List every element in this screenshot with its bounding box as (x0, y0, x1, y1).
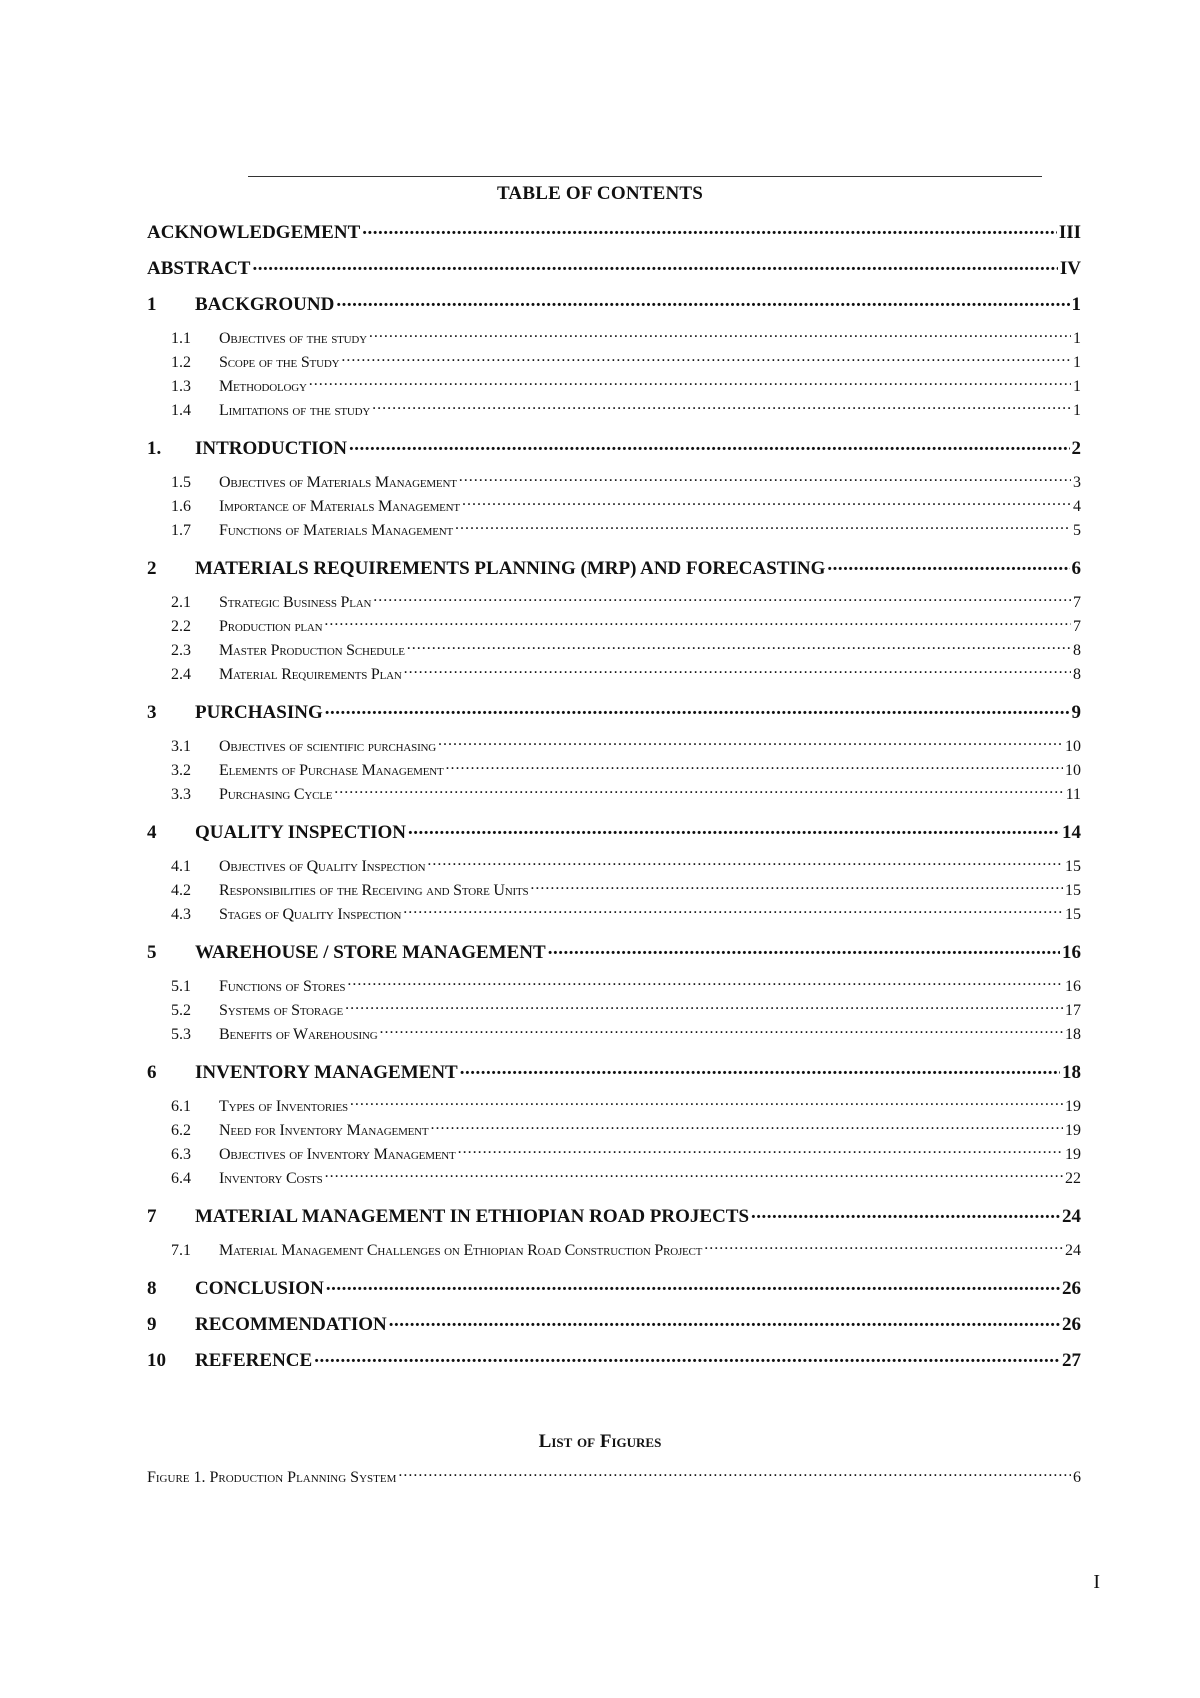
toc-entry-page: 14 (1062, 822, 1081, 843)
dot-leader (252, 255, 1057, 274)
toc-entry-page: 1 (1073, 378, 1081, 395)
header-rule (248, 176, 1042, 177)
toc-entry-label: Types of Inventories (219, 1098, 348, 1115)
toc-entry-number: 2 (147, 558, 157, 579)
toc-entry-page: 18 (1062, 1062, 1081, 1083)
toc-section-entry[interactable] (147, 699, 1081, 724)
toc-entry-label: INVENTORY MANAGEMENT (195, 1062, 458, 1083)
toc-entry-number: 6.1 (171, 1098, 191, 1115)
dot-leader (372, 399, 1071, 415)
toc-entry-label: BACKGROUND (195, 294, 335, 315)
dot-leader (314, 1347, 1060, 1366)
toc-section-entry[interactable] (147, 435, 1081, 460)
toc-section-entry[interactable] (147, 819, 1081, 844)
toc-entry-label: Objectives of Materials Management (219, 474, 457, 491)
toc-entry-label: ACKNOWLEDGEMENT (147, 222, 361, 243)
toc-entry-number: 1.5 (171, 474, 191, 491)
toc-entry-number: 6.4 (171, 1170, 191, 1187)
toc-entry-page: 9 (1071, 702, 1081, 723)
toc-section-entry[interactable] (147, 255, 1081, 280)
toc-entry-label: QUALITY INSPECTION (195, 822, 406, 843)
dot-leader (347, 975, 1063, 991)
toc-subsection-entry[interactable] (147, 855, 1081, 879)
toc-title: TABLE OF CONTENTS (496, 183, 704, 204)
toc-subsection-entry[interactable] (147, 351, 1081, 375)
toc-entry-label: Production plan (219, 618, 323, 635)
toc-entry-label: INTRODUCTION (195, 438, 348, 459)
dot-leader (369, 327, 1071, 343)
toc-entry-label: Stages of Quality Inspection (219, 906, 402, 923)
toc-section-entry[interactable] (147, 1275, 1081, 1300)
dot-leader (334, 783, 1063, 799)
toc-subsection-entry[interactable] (147, 903, 1081, 927)
list-of-figures-title: List of Figures (538, 1431, 662, 1452)
toc-entry-page: 24 (1062, 1206, 1081, 1227)
toc-entry-number: 4.2 (171, 882, 191, 899)
toc-subsection-entry[interactable] (147, 615, 1081, 639)
toc-subsection-entry[interactable] (147, 783, 1081, 807)
toc-subsection-entry[interactable] (147, 519, 1081, 543)
dot-leader (379, 1023, 1063, 1039)
toc-entry-label: ABSTRACT (147, 258, 251, 279)
toc-entry-number: 8 (147, 1278, 157, 1299)
toc-entry-page: 3 (1073, 474, 1081, 491)
toc-subsection-entry[interactable] (147, 1167, 1081, 1191)
toc-entry-number: 7.1 (171, 1242, 191, 1259)
toc-entry-number: 4.3 (171, 906, 191, 923)
toc-entry-page: 22 (1065, 1170, 1081, 1187)
dot-leader (548, 939, 1060, 958)
toc-subsection-entry[interactable] (147, 399, 1081, 423)
toc-entry-number: 5.1 (171, 978, 191, 995)
toc-entry-number: 1.3 (171, 378, 191, 395)
toc-entry-number: 5 (147, 942, 157, 963)
dot-leader (341, 351, 1071, 367)
table-of-contents (147, 219, 1081, 1383)
toc-section-entry[interactable] (147, 939, 1081, 964)
toc-entry-label: Material Requirements Plan (219, 666, 402, 683)
toc-entry-label: PURCHASING (195, 702, 323, 723)
dot-leader (827, 555, 1069, 574)
toc-entry-label: Objectives of scientific purchasing (219, 738, 437, 755)
toc-entry-label: REFERENCE (195, 1350, 313, 1371)
toc-subsection-entry[interactable] (147, 495, 1081, 519)
dot-leader (459, 471, 1071, 487)
toc-entry-page: 19 (1065, 1146, 1081, 1163)
figure-list-entry[interactable] (147, 1466, 1081, 1490)
dot-leader (530, 879, 1063, 895)
toc-entry-page: 5 (1073, 522, 1081, 539)
toc-subsection-entry[interactable] (147, 375, 1081, 399)
toc-entry-label: Responsibilities of the Receiving and Store Units (219, 882, 529, 899)
toc-entry-label: Benefits of Warehousing (219, 1026, 378, 1043)
dot-leader (362, 219, 1057, 238)
dot-leader (325, 699, 1070, 718)
toc-entry-label: Need for Inventory Management (219, 1122, 429, 1139)
toc-subsection-entry[interactable] (147, 1095, 1081, 1119)
toc-entry-label: Strategic Business Plan (219, 594, 372, 611)
dot-leader (389, 1311, 1060, 1330)
toc-entry-number: 9 (147, 1314, 157, 1335)
toc-entry-page: 16 (1065, 978, 1081, 995)
toc-entry-label: Methodology (219, 378, 307, 395)
toc-entry-page: 2 (1071, 438, 1081, 459)
toc-entry-label: WAREHOUSE / STORE MANAGEMENT (195, 942, 546, 963)
toc-entry-page: 7 (1073, 618, 1081, 635)
toc-entry-page: 26 (1062, 1314, 1081, 1335)
toc-subsection-entry[interactable] (147, 1023, 1081, 1047)
toc-entry-label: Objectives of Inventory Management (219, 1146, 456, 1163)
toc-entry-number: 2.2 (171, 618, 191, 635)
toc-entry-page: 7 (1073, 594, 1081, 611)
toc-subsection-entry[interactable] (147, 759, 1081, 783)
toc-entry-number: 4 (147, 822, 157, 843)
toc-entry-label: Elements of Purchase Management (219, 762, 444, 779)
toc-entry-label: RECOMMENDATION (195, 1314, 387, 1335)
toc-entry-number: 6 (147, 1062, 157, 1083)
dot-leader (445, 759, 1063, 775)
toc-entry-number: 4.1 (171, 858, 191, 875)
toc-entry-page: 18 (1065, 1026, 1081, 1043)
toc-subsection-entry[interactable] (147, 1143, 1081, 1167)
toc-entry-number: 1.6 (171, 498, 191, 515)
toc-entry-label: Objectives of the study (219, 330, 367, 347)
toc-section-entry[interactable] (147, 219, 1081, 244)
dot-leader (704, 1239, 1063, 1255)
list-of-figures (147, 1466, 1081, 1490)
toc-entry-page: 4 (1073, 498, 1081, 515)
dot-leader (309, 375, 1071, 391)
toc-entry-label: MATERIALS REQUIREMENTS PLANNING (MRP) AND FORECASTING (195, 558, 826, 579)
toc-entry-number: 1.7 (171, 522, 191, 539)
toc-subsection-entry[interactable] (147, 1239, 1081, 1263)
toc-entry-page: 19 (1065, 1098, 1081, 1115)
toc-entry-page: 19 (1065, 1122, 1081, 1139)
toc-entry-label: Objectives of Quality Inspection (219, 858, 426, 875)
toc-subsection-entry[interactable] (147, 1119, 1081, 1143)
toc-entry-page: IV (1059, 258, 1081, 279)
dot-leader (404, 663, 1071, 679)
toc-entry-number: 1.1 (171, 330, 191, 347)
toc-entry-number: 1.4 (171, 402, 191, 419)
toc-subsection-entry[interactable] (147, 471, 1081, 495)
dot-leader (349, 435, 1069, 454)
dot-leader (430, 1119, 1063, 1135)
toc-entry-label: MATERIAL MANAGEMENT IN ETHIOPIAN ROAD PROJECTS (195, 1206, 750, 1227)
toc-entry-page: 1 (1073, 354, 1081, 371)
toc-subsection-entry[interactable] (147, 327, 1081, 351)
toc-entry-page: 1 (1073, 402, 1081, 419)
toc-subsection-entry[interactable] (147, 879, 1081, 903)
toc-entry-page: 24 (1065, 1242, 1081, 1259)
toc-entry-page: 10 (1065, 762, 1081, 779)
figure-entry-label: Figure 1. Production Planning System (147, 1469, 397, 1486)
dot-leader (326, 1275, 1060, 1294)
page-number: I (1093, 1571, 1100, 1593)
toc-entry-label: Functions of Materials Management (219, 522, 454, 539)
toc-section-entry[interactable] (147, 291, 1081, 316)
dot-leader (462, 495, 1071, 511)
toc-entry-number: 1 (147, 294, 157, 315)
toc-entry-page: 17 (1065, 1002, 1081, 1019)
toc-entry-number: 3 (147, 702, 157, 723)
toc-entry-number: 3.3 (171, 786, 191, 803)
toc-entry-page: 15 (1065, 906, 1081, 923)
toc-section-entry[interactable] (147, 1059, 1081, 1084)
toc-entry-label: Importance of Materials Management (219, 498, 460, 515)
dot-leader (345, 999, 1063, 1015)
dot-leader (460, 1059, 1060, 1078)
dot-leader (373, 591, 1071, 607)
toc-subsection-entry[interactable] (147, 663, 1081, 687)
toc-entry-page: 10 (1065, 738, 1081, 755)
toc-entry-page: 27 (1062, 1350, 1081, 1371)
dot-leader (427, 855, 1063, 871)
figure-entry-page: 6 (1073, 1469, 1081, 1486)
dot-leader (455, 519, 1071, 535)
dot-leader (350, 1095, 1063, 1111)
toc-entry-number: 2.1 (171, 594, 191, 611)
toc-entry-label: Master Production Schedule (219, 642, 405, 659)
toc-entry-label: CONCLUSION (195, 1278, 324, 1299)
toc-entry-page: III (1058, 222, 1081, 243)
toc-entry-number: 1. (147, 438, 162, 459)
dot-leader (324, 615, 1071, 631)
toc-entry-page: 1 (1073, 330, 1081, 347)
toc-entry-label: Inventory Costs (219, 1170, 323, 1187)
dot-leader (408, 819, 1060, 838)
toc-subsection-entry[interactable] (147, 999, 1081, 1023)
toc-entry-page: 1 (1071, 294, 1081, 315)
toc-subsection-entry[interactable] (147, 975, 1081, 999)
toc-entry-number: 6.2 (171, 1122, 191, 1139)
toc-entry-label: Limitations of the study (219, 402, 371, 419)
toc-entry-page: 15 (1065, 882, 1081, 899)
toc-entry-label: Material Management Challenges on Ethiopian Road Construction Project (219, 1242, 703, 1259)
toc-entry-label: Functions of Stores (219, 978, 346, 995)
dot-leader (336, 291, 1069, 310)
toc-entry-label: Purchasing Cycle (219, 786, 333, 803)
toc-entry-number: 5.2 (171, 1002, 191, 1019)
toc-section-entry[interactable] (147, 555, 1081, 580)
toc-entry-number: 2.3 (171, 642, 191, 659)
toc-entry-number: 10 (147, 1350, 166, 1371)
toc-entry-page: 6 (1071, 558, 1081, 579)
toc-section-entry[interactable] (147, 1311, 1081, 1336)
toc-entry-page: 8 (1073, 666, 1081, 683)
toc-entry-page: 15 (1065, 858, 1081, 875)
toc-section-entry[interactable] (147, 1347, 1081, 1372)
toc-subsection-entry[interactable] (147, 591, 1081, 615)
toc-entry-page: 16 (1062, 942, 1081, 963)
toc-entry-number: 7 (147, 1206, 157, 1227)
toc-entry-number: 1.2 (171, 354, 191, 371)
dot-leader (403, 903, 1063, 919)
toc-entry-label: Systems of Storage (219, 1002, 344, 1019)
toc-entry-page: 26 (1062, 1278, 1081, 1299)
toc-entry-page: 11 (1065, 786, 1081, 803)
toc-entry-number: 6.3 (171, 1146, 191, 1163)
dot-leader (458, 1143, 1063, 1159)
dot-leader (751, 1203, 1060, 1222)
toc-entry-number: 3.1 (171, 738, 191, 755)
dot-leader (398, 1466, 1071, 1482)
toc-entry-number: 3.2 (171, 762, 191, 779)
toc-subsection-entry[interactable] (147, 639, 1081, 663)
dot-leader (325, 1167, 1063, 1183)
toc-section-entry[interactable] (147, 1203, 1081, 1228)
toc-entry-number: 5.3 (171, 1026, 191, 1043)
toc-entry-label: Scope of the Study (219, 354, 340, 371)
dot-leader (407, 639, 1071, 655)
dot-leader (438, 735, 1063, 751)
toc-entry-number: 2.4 (171, 666, 191, 683)
toc-entry-page: 8 (1073, 642, 1081, 659)
toc-subsection-entry[interactable] (147, 735, 1081, 759)
